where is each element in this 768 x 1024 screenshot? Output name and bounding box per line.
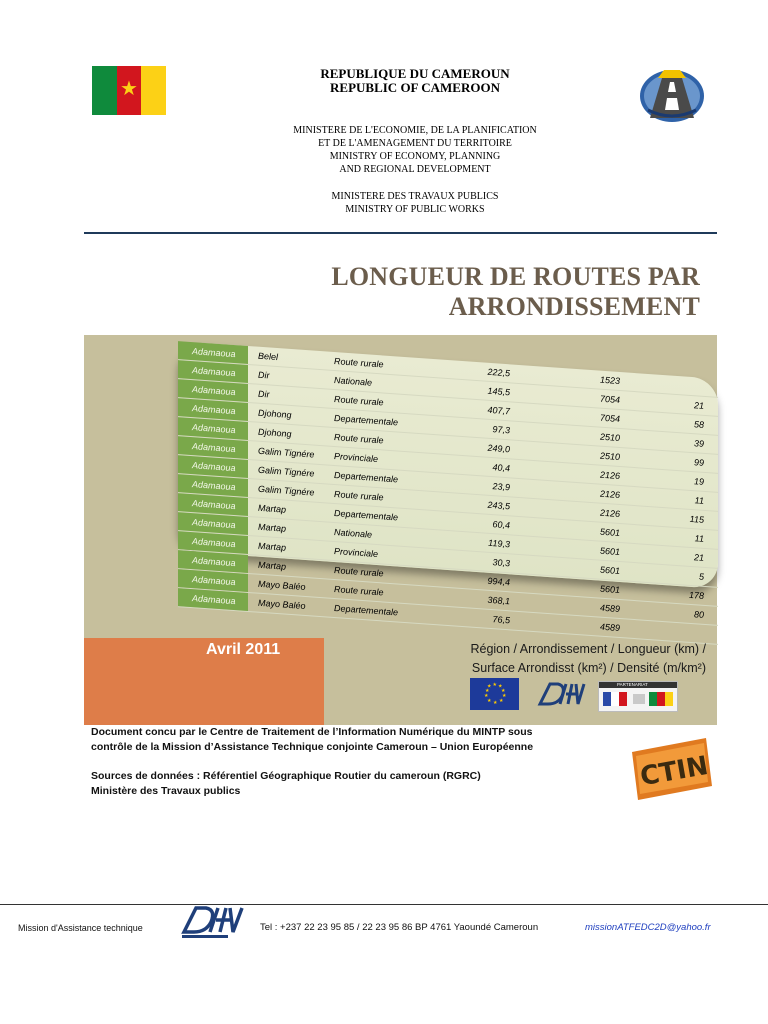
description: [91, 725, 611, 799]
table-cell: Martap: [258, 540, 287, 553]
desc-line-1: Document concu par le Centre de Traitement de l’Information Numérique du MINTP sous: [91, 726, 533, 738]
table-cell: 2126: [599, 488, 620, 501]
svg-text:★: ★: [499, 698, 504, 704]
dhv-logo-icon: [536, 678, 586, 710]
date-block: [84, 638, 324, 725]
table-cell: [628, 629, 718, 635]
table-cell: 11: [694, 495, 704, 506]
table-cell: 222,5: [487, 366, 510, 379]
ministry-line: ET DE L'AMENAGEMENT DU TERRITOIRE: [318, 138, 512, 149]
table-cell: 58: [693, 419, 704, 430]
table-cell: Adamaoua: [178, 493, 248, 516]
table-cell: Departementale: [334, 508, 399, 523]
ministry-line: MINISTERE DES TRAVAUX PUBLICS: [331, 191, 499, 202]
table-cell: 80: [693, 609, 704, 620]
table-cell: 30,3: [492, 557, 510, 569]
table-cell: 76,5: [492, 614, 510, 626]
table-cell: 19: [693, 476, 704, 487]
table-cell: 2510: [599, 450, 620, 463]
table-cell: 21: [693, 552, 704, 563]
table-cell: Departementale: [334, 413, 399, 428]
table-cell: 368,1: [487, 594, 510, 607]
table-cell: 1523: [599, 374, 620, 387]
table-cell: 249,0: [487, 442, 510, 455]
dhv-footer-logo-icon: [178, 902, 248, 942]
footer-email-link[interactable]: missionATFEDC2D@yahoo.fr: [585, 922, 711, 933]
table-cell: Adamaoua: [178, 436, 248, 459]
table-cell: 2126: [599, 507, 620, 520]
ministry-line: MINISTRY OF PUBLIC WORKS: [345, 204, 485, 215]
title-line-2: ARRONDISSEMENT: [448, 292, 700, 321]
table-cell: Route rurale: [334, 489, 384, 503]
footer-rule: [0, 904, 768, 905]
table-cell: Adamaoua: [178, 360, 248, 383]
road-logo-icon: [636, 62, 708, 124]
svg-text:★: ★: [493, 700, 498, 706]
svg-text:★: ★: [501, 688, 506, 694]
table-cell: 178: [688, 589, 704, 601]
table-cell: Adamaoua: [178, 398, 248, 421]
table-cell: Martap: [258, 502, 287, 515]
republic-heading: [200, 67, 630, 95]
table-cell: Djohong: [258, 426, 292, 440]
table-cell: Martap: [258, 559, 287, 572]
table-cell: Djohong: [258, 407, 292, 421]
table-cell: Route rurale: [334, 432, 384, 446]
table-cell: Mayo Baléo: [258, 578, 306, 593]
table-cell: Dir: [258, 369, 270, 381]
table-cell: 5601: [599, 564, 620, 577]
svg-text:★: ★: [487, 683, 492, 690]
svg-text:★: ★: [502, 693, 507, 699]
table-cell: 11: [694, 533, 704, 544]
header-rule: [84, 232, 717, 234]
table-cell: Route rurale: [334, 584, 384, 598]
table-cell: Adamaoua: [178, 550, 248, 573]
table-cell: Route rurale: [334, 565, 384, 579]
table-cell: Galim Tignére: [258, 445, 315, 460]
table-cell: Belel: [258, 350, 279, 363]
svg-text:★: ★: [492, 682, 497, 688]
table-cell: 2510: [599, 431, 620, 444]
table-cell: Mayo Baléo: [258, 597, 306, 612]
table-cell: Martap: [258, 521, 287, 534]
republic-fr: REPUBLIQUE DU CAMEROUN: [320, 66, 510, 81]
table-cell: 145,5: [487, 385, 510, 398]
table-cell: Adamaoua: [178, 569, 248, 592]
table-cell: 5: [698, 571, 704, 582]
svg-text:★: ★: [487, 698, 492, 704]
ministry-line: MINISTRY OF ECONOMY, PLANNING: [329, 151, 501, 162]
table-cell: Galim Tignére: [258, 464, 315, 479]
table-cell: 4589: [599, 621, 620, 634]
table-cell: Route rurale: [334, 356, 384, 370]
table-cell: Route rurale: [334, 394, 384, 408]
partnership-logo: [598, 681, 678, 712]
table-cell: Nationale: [334, 527, 373, 540]
partner-label: PARTENARIAT: [617, 682, 648, 687]
table-cell: Adamaoua: [178, 379, 248, 402]
table-cell: Adamaoua: [178, 474, 248, 497]
table-cell: 5601: [599, 545, 620, 558]
table-cell: Provinciale: [334, 546, 379, 560]
desc-line-2: contrôle de la Mission d’Assistance Technique conjointe Cameroun – Union Européenne: [91, 741, 534, 753]
table-cell: [628, 382, 718, 388]
ministry-public-works: [200, 190, 630, 216]
ctin-logo-text: CTIN: [638, 750, 711, 793]
title-line-1: LONGUEUR DE ROUTES PAR: [331, 262, 700, 291]
subtitle-line-2: Surface Arrondisst (km²) / Densité (m/km²): [471, 661, 706, 675]
svg-text:★: ★: [484, 693, 489, 699]
table-cell: Adamaoua: [178, 341, 248, 364]
table-cell: Departementale: [334, 470, 399, 485]
svg-text:★: ★: [485, 688, 490, 694]
table-cell: 7054: [599, 393, 620, 406]
table-cell: Adamaoua: [178, 588, 248, 611]
ministry-economy: [200, 124, 630, 176]
table-cell: 119,3: [488, 537, 510, 550]
table-cell: 115: [689, 513, 704, 525]
table-cell: Adamaoua: [178, 531, 248, 554]
table-cell: 97,3: [492, 424, 510, 436]
table-cell: 7054: [599, 412, 620, 425]
table-cell: 407,7: [487, 404, 510, 417]
table-cell: 99: [693, 457, 704, 468]
republic-en: REPUBLIC OF CAMEROON: [330, 80, 500, 95]
table-cell: Nationale: [334, 375, 373, 388]
table-cell: Adamaoua: [178, 512, 248, 535]
table-cell: 60,4: [492, 519, 510, 531]
table-cell: 5601: [599, 526, 620, 539]
table-cell: 5601: [599, 583, 620, 596]
subtitle-line-1: Région / Arrondissement / Longueur (km) /: [470, 642, 706, 656]
cameroon-flag: [92, 66, 166, 115]
table-cell: 39: [693, 438, 704, 449]
desc-line-4: Ministère des Travaux publics: [91, 785, 241, 797]
publication-date: Avril 2011: [206, 641, 281, 658]
ministry-line: AND REGIONAL DEVELOPMENT: [339, 164, 491, 175]
ctin-logo-icon: [626, 734, 718, 808]
table-cell: 40,4: [492, 462, 510, 474]
desc-line-3: Sources de données : Référentiel Géographique Routier du cameroun (RGRC): [91, 770, 481, 782]
table-cell: Adamaoua: [178, 455, 248, 478]
eu-flag-icon: [470, 678, 519, 710]
table-cell: Adamaoua: [178, 417, 248, 440]
table-cell: 23,9: [492, 481, 510, 493]
document-title: [100, 262, 700, 322]
table-cell: 994,4: [487, 575, 510, 588]
table-cell: Provinciale: [334, 451, 379, 465]
star-icon: ★: [120, 76, 138, 100]
table-cell: 4589: [599, 602, 620, 615]
svg-text:★: ★: [498, 683, 503, 690]
table-cell: Galim Tignére: [258, 483, 315, 498]
footer-mission: Mission d'Assistance technique: [18, 923, 143, 933]
ministry-line: MINISTERE DE L'ECONOMIE, DE LA PLANIFICATION: [293, 125, 537, 136]
table-cell: Departementale: [334, 603, 399, 618]
footer-contact: Tel : +237 22 23 95 85 / 22 23 95 86 BP 4761 Yaoundé Cameroun: [260, 922, 539, 933]
table-cell: 2126: [599, 469, 620, 482]
table-cell: 21: [693, 400, 704, 411]
cover-subtitle: [416, 640, 706, 678]
table-cell: Dir: [258, 388, 270, 400]
cover-table: [178, 341, 718, 634]
table-cell: 243,5: [487, 499, 510, 512]
